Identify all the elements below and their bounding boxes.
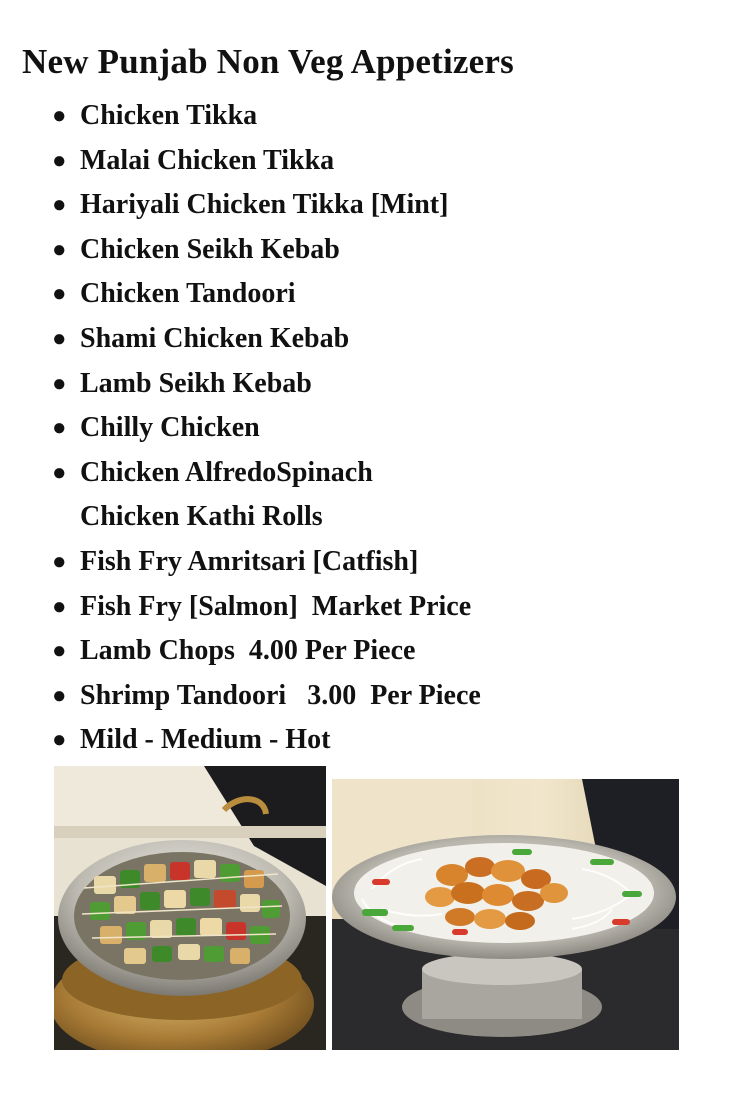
- item-label: Shami Chicken Kebab: [80, 322, 350, 354]
- list-item: [0, 406, 750, 451]
- list-item: [0, 139, 750, 184]
- list-item: [0, 362, 750, 407]
- list-item: [0, 495, 750, 540]
- bullet-icon: ●: [52, 682, 67, 709]
- bullet-icon: ●: [52, 103, 67, 129]
- item-label: Chicken Kathi Rolls: [80, 501, 323, 533]
- bullet-icon: ●: [52, 727, 67, 754]
- item-label: Chicken Tandoori: [80, 278, 296, 310]
- item-label: Chilly Chicken: [80, 412, 260, 444]
- list-item: [0, 540, 750, 585]
- list-item: [0, 451, 750, 496]
- list-item: [0, 183, 750, 228]
- bullet-icon: ●: [52, 415, 67, 442]
- list-item: [0, 272, 750, 317]
- page-title: New Punjab Non Veg Appetizers: [22, 42, 514, 81]
- item-label: Hariyali Chicken Tikka [Mint]: [80, 189, 449, 221]
- list-item: [0, 228, 750, 273]
- item-label: Chicken AlfredoSpinach: [80, 456, 373, 488]
- bullet-icon: ●: [52, 281, 67, 308]
- list-item: [0, 629, 750, 674]
- item-label: Fish Fry [Salmon] Market Price: [80, 590, 472, 622]
- item-label: Mild - Medium - Hot: [80, 724, 331, 756]
- tikka-skewers-photo: [54, 766, 326, 1050]
- bullet-icon: ●: [52, 548, 67, 575]
- item-label: Chicken Tikka: [80, 100, 258, 131]
- bullet-icon: ●: [52, 370, 67, 397]
- list-item: [0, 317, 750, 362]
- list-item: [0, 674, 750, 719]
- bullet-icon: ●: [52, 192, 67, 219]
- bullet-icon: ●: [52, 459, 67, 486]
- chilly-chicken-photo: [332, 779, 679, 1050]
- item-label: Chicken Seikh Kebab: [80, 233, 340, 265]
- list-item: [0, 94, 750, 139]
- bullet-icon: ●: [52, 236, 67, 263]
- bullet-icon: ●: [52, 147, 67, 174]
- list-item: [0, 585, 750, 630]
- item-label: Lamb Chops 4.00 Per Piece: [80, 635, 416, 667]
- item-label: Malai Chicken Tikka: [80, 144, 335, 176]
- item-label: Fish Fry Amritsari [Catfish]: [80, 545, 419, 577]
- appetizer-list: [0, 94, 750, 763]
- bullet-icon: ●: [52, 638, 67, 665]
- list-item: [0, 718, 750, 763]
- item-label: Shrimp Tandoori 3.00 Per Piece: [80, 679, 481, 711]
- bullet-icon: ●: [52, 593, 67, 620]
- item-label: Lamb Seikh Kebab: [80, 367, 312, 399]
- bullet-icon: ●: [52, 325, 67, 352]
